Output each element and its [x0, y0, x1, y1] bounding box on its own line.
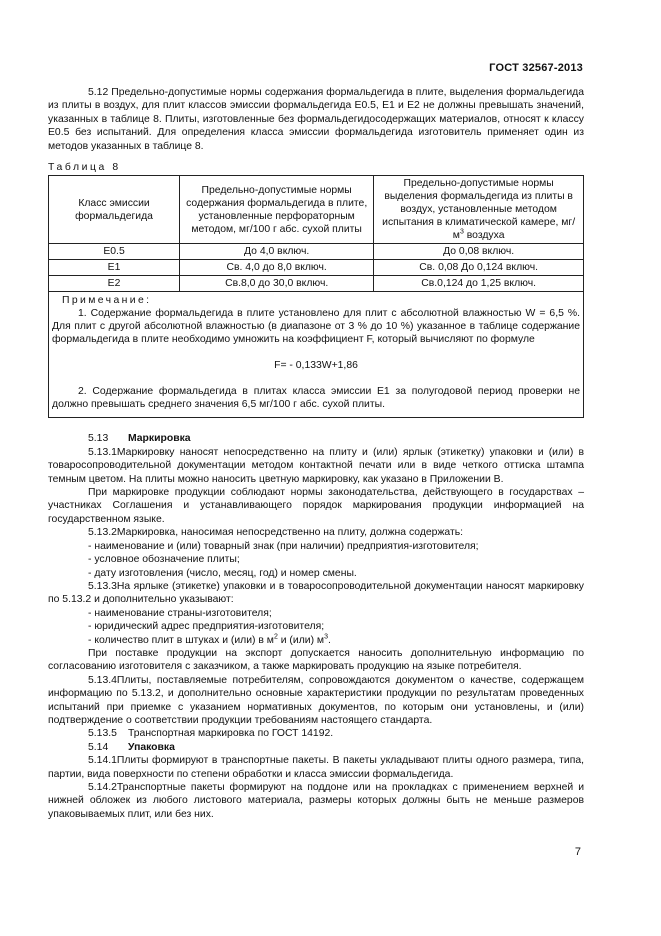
- section-number: 5.13.5: [88, 728, 117, 740]
- page-number: 7: [574, 846, 581, 858]
- list-item-text: .: [327, 634, 331, 646]
- table-row: [49, 244, 584, 260]
- table-cell: Св.8,0 до 30,0 включ.: [180, 276, 374, 292]
- paragraph-5-13-1: 5.13.1Маркировку наносят непосредственно на плиту и (или) ярлык (этикетку) упаковки и (или) в товаросопроводительной документации методом контактной печати или в виде четкого оттиска штампа темным цветом. На плиты можно наносить цветную маркировку, как указано в Приложении В.: [48, 446, 584, 485]
- table-cell: Е0.5: [49, 244, 180, 260]
- paragraph-5-12: 5.12 Предельно-допустимые нормы содержания формальдегида в плите, выделения формальдегида из плиты в воздух, для плит классов эмиссии формальдегида Е0.5, Е1 и Е2 не должны превышать значений, указанных в таблице 8. Плиты, изготовленные без формальдегидосодержащих материалов, относят к классу Е0.5 без испытаний. Для определения класса эмиссии формальдегида изготовитель применяет один из методов указанных в таблице 8.: [48, 87, 584, 152]
- list-item-text: - количество плит в штуках и (или) в м: [88, 634, 274, 646]
- table-note: [49, 292, 584, 418]
- formula: F= - 0,133W+1,86: [274, 360, 358, 372]
- table-header-cell: Класс эмиссии формальдегида: [49, 176, 180, 244]
- table-cell: До 4,0 включ.: [180, 244, 374, 260]
- page-content: [48, 86, 584, 821]
- paragraph-export: При поставке продукции на экспорт допускается наносить дополнительную информацию по согласованию изготовителя с заказчиком, а также маркировать продукцию на языке потребителя.: [48, 647, 584, 673]
- table-row: [49, 276, 584, 292]
- list-item-text: и (или) м: [277, 634, 325, 646]
- paragraph-5-14-2: 5.14.2Транспортные пакеты формируют на поддоне или на прокладках с применением верхней и нижней обложек из любого листового материала, размеры которых должны быть не меньше размеров упаковываемых плит, или без них.: [48, 782, 584, 820]
- header-superscript: 3: [459, 228, 464, 236]
- section-number: 5.13: [88, 433, 109, 445]
- section-number: 5.14: [88, 741, 109, 753]
- section-5-14-heading: [48, 741, 584, 754]
- table-8: [48, 175, 584, 418]
- table-row: [49, 260, 584, 276]
- table-header-row: [49, 176, 584, 244]
- table-cell: Св. 4,0 до 8,0 включ.: [180, 260, 374, 276]
- paragraph-5-14-1: 5.14.1Плиты формируют в транспортные пакеты. В пакеты укладывают плиты одного размера, типа, партии, вида поверхности по степени обработки и класса эмиссии формальдегида.: [48, 755, 584, 780]
- list-item: - наименование и (или) товарный знак (при наличии) предприятия-изготовителя;: [88, 540, 479, 552]
- section-title: Упаковка: [128, 741, 175, 753]
- table-header-cell: Предельно-допустимые нормы содержания формальдегида в плите, установленные перфораторным методом, мг/100 г абс. сухой плиты: [180, 176, 374, 244]
- superscript: 2: [273, 633, 278, 641]
- table-cell: Св. 0,08 До 0,124 включ.: [374, 260, 584, 276]
- section-title: Транспортная маркировка по ГОСТ 14192.: [128, 728, 334, 740]
- section-5-13-5: [48, 727, 584, 740]
- label-list: [48, 607, 584, 647]
- list-item: - наименование страны-изготовителя;: [88, 607, 272, 619]
- list-item: [88, 634, 584, 647]
- note-title: Примечание:: [62, 295, 152, 307]
- paragraph-5-13-2: 5.13.2Маркировка, наносимая непосредственно на плиту, должна содержать:: [88, 527, 464, 539]
- header-text-end: воздуха: [466, 230, 505, 242]
- note-1: 1. Содержание формальдегида в плите установлено для плит с абсолютной влажностью W = 6,5 %. Для плит с другой абсолютной влажностью (в диапазоне от 3 % до 10 %) указанное в таблице содержание формальдегида в плите необходимо умножить на коэффициент F, который вычисляют по формуле: [52, 308, 580, 346]
- header-text: Предельно-допустимые нормы выделения формальдегида из плиты в воздух, установленные методом испытания в климатической камере, мг/м: [382, 178, 576, 242]
- table-cell: Св.0,124 до 1,25 включ.: [374, 276, 584, 292]
- table-cell: До 0,08 включ.: [374, 244, 584, 260]
- section-5-13-heading: [48, 432, 584, 445]
- table-caption: Таблица 8: [48, 162, 121, 174]
- table-note-row: [49, 292, 584, 418]
- paragraph-5-13-4: 5.13.4Плиты, поставляемые потребителям, сопровождаются документом о качестве, содержащем информацию по 5.13.2, и дополнительно основные характеристики продукции по результатам проведенных испытаний при приемке с указанием нормативных документов, по которым они установлены, и (или) подтверждение о соответствии продукции требованиям настоящего стандарта.: [48, 674, 584, 726]
- table-header-cell: [374, 176, 584, 244]
- list-item: - условное обозначение плиты;: [88, 554, 240, 566]
- paragraph-5-13-3: 5.13.3На ярлыке (этикетке) упаковки и в товаросопроводительной документации наносят маркировку по 5.13.2 и дополнительно указывают:: [48, 580, 584, 606]
- paragraph-marking-law: При маркировке продукции соблюдают нормы законодательства, действующего в государствах – участниках Соглашения и устанавливающего порядок маркирования продукции информацией на государственном языке.: [48, 487, 584, 525]
- list-item: - дату изготовления (число, месяц, год) и номер смены.: [88, 567, 357, 579]
- section-title: Маркировка: [128, 433, 191, 445]
- marking-list: [48, 540, 584, 580]
- table-cell: Е2: [49, 276, 180, 292]
- document-code: ГОСТ 32567-2013: [489, 62, 583, 74]
- note-2: 2. Содержание формальдегида в плитах класса эмиссии Е1 за полугодовой период проверки не должно превышать среднего значения 6,5 мг/100 г абс. сухой плиты.: [52, 386, 580, 411]
- superscript: 3: [324, 633, 328, 641]
- list-item: - юридический адрес предприятия-изготовителя;: [88, 621, 325, 633]
- table-cell: Е1: [49, 260, 180, 276]
